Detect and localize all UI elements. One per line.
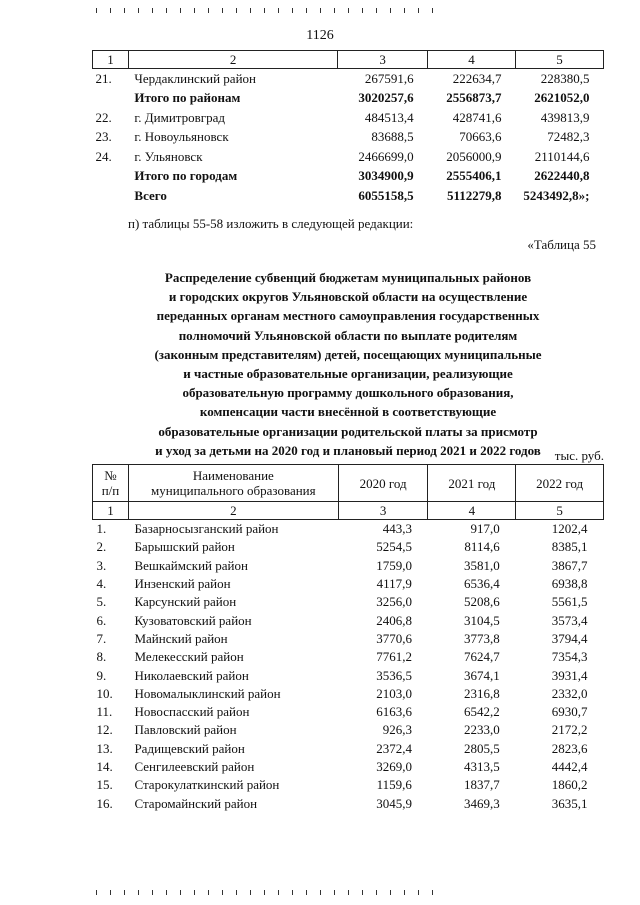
value-2021: 7624,7	[463, 649, 500, 665]
row-name: г. Димитровград	[134, 109, 225, 125]
table-row	[93, 611, 604, 629]
column-index-row	[93, 502, 604, 520]
municipality-name: Старомайнский район	[134, 795, 258, 811]
top-header-cell: 1	[93, 51, 129, 69]
value-cell: 2110144,6	[534, 148, 590, 164]
value-2021: 2805,5	[463, 740, 500, 756]
value-cell: 2555406,1	[446, 168, 502, 184]
row-number: 15.	[96, 777, 113, 793]
top-header-cell: 2	[128, 51, 337, 69]
value-cell: 439813,9	[540, 109, 590, 125]
scan-marks-top	[96, 8, 436, 13]
row-number: 10.	[96, 685, 113, 701]
table-row	[93, 147, 604, 167]
title-line: и частные образовательные организации, реализующие	[183, 366, 513, 382]
table-row	[93, 758, 604, 776]
row-number: 11.	[96, 704, 113, 720]
row-number: 24.	[95, 148, 112, 164]
col-number-header: № п/п	[93, 465, 129, 502]
title-line: компенсации части внесённой в соответствующие	[199, 404, 497, 420]
table-row	[93, 128, 604, 148]
value-2022: 6930,7	[551, 704, 588, 720]
row-number	[93, 186, 129, 206]
value-2020: 1159,6	[376, 777, 412, 793]
municipality-name: Вешкаймский район	[134, 557, 248, 573]
value-2022: 3931,4	[551, 667, 588, 683]
value-2022: 2823,6	[551, 740, 588, 756]
table-label: «Таблица 55	[527, 237, 596, 252]
column-index-cell: 1	[93, 502, 129, 520]
table-row	[93, 721, 604, 739]
value-2021: 4313,5	[463, 759, 500, 774]
row-number	[93, 89, 129, 109]
municipality-name: Николаевский район	[134, 667, 249, 683]
row-number: 16.	[96, 795, 113, 811]
row-name: Всего	[134, 187, 167, 203]
row-number: 14.	[96, 759, 113, 774]
title-line: Распределение субвенций бюджетам муниципальных районов	[164, 270, 532, 285]
table-row	[93, 108, 604, 128]
table-row	[93, 630, 604, 648]
value-2022: 8385,1	[551, 539, 588, 555]
value-cell: 5112279,8	[446, 187, 502, 203]
row-number: 23.	[95, 129, 112, 145]
value-2021: 3469,3	[463, 795, 500, 811]
top-table	[92, 50, 604, 206]
municipality-name: Майнский район	[134, 630, 228, 646]
value-2020: 1759,0	[376, 557, 412, 573]
row-number: 5.	[96, 594, 107, 610]
row-number: 21.	[95, 70, 112, 86]
scan-marks-bottom	[96, 890, 436, 895]
title-line: образовательную программу дошкольного образования,	[182, 385, 514, 401]
value-2020: 926,3	[382, 722, 412, 738]
value-2021: 8114,6	[464, 539, 500, 555]
top-header-cell: 5	[515, 51, 603, 69]
value-cell: 3020257,6	[358, 90, 414, 106]
col-2020-header: 2020 год	[338, 465, 428, 502]
amendment-note: п) таблицы 55-58 изложить в следующей редакции:	[128, 216, 414, 231]
value-2021: 3104,5	[463, 612, 500, 628]
value-2020: 3256,0	[376, 594, 412, 610]
value-2020: 2103,0	[376, 685, 412, 701]
value-2021: 917,0	[470, 521, 500, 537]
value-2020: 3269,0	[376, 759, 412, 774]
column-index-cell: 2	[128, 502, 338, 520]
municipality-name: Кузоватовский район	[134, 612, 252, 628]
municipality-name: Инзенский район	[134, 576, 231, 592]
row-number: 6.	[96, 612, 107, 628]
row-number: 8.	[96, 649, 107, 665]
value-2021: 2233,0	[463, 722, 500, 738]
row-number: 7.	[96, 630, 107, 646]
table-row	[93, 538, 604, 556]
main-table	[92, 464, 604, 813]
value-2022: 4442,4	[551, 759, 588, 774]
value-cell: 267591,6	[364, 70, 414, 86]
table-row	[93, 69, 604, 89]
value-2020: 7761,2	[376, 649, 412, 665]
municipality-name: Новоспасский район	[134, 704, 250, 720]
value-2021: 3581,0	[463, 557, 500, 573]
value-cell: 6055158,5	[358, 187, 414, 203]
value-cell: 2622440,8	[534, 168, 590, 184]
municipality-name: Базарносызганский район	[134, 521, 279, 537]
value-cell: 484513,4	[364, 109, 414, 125]
table-row	[93, 794, 604, 812]
value-cell: 2056000,9	[446, 148, 502, 164]
title-line: полномочий Ульяновской области по выплате родителям	[178, 327, 518, 343]
row-number: 9.	[96, 667, 107, 683]
row-number: 2.	[96, 539, 107, 555]
table-row	[93, 89, 604, 109]
value-cell: 228380,5	[540, 70, 590, 86]
title-line: и уход за детьми на 2020 год и плановый период 2021 и 2022 годов	[155, 442, 541, 458]
top-header-cell: 4	[428, 51, 516, 69]
value-2022: 2332,0	[551, 685, 588, 701]
municipality-name: Барышский район	[134, 539, 235, 555]
row-name: Итого по районам	[134, 90, 241, 106]
value-2020: 3770,6	[376, 630, 412, 646]
value-2020: 443,3	[382, 521, 412, 537]
title-line: (законным представителям) детей, посещающих муниципальные	[154, 346, 542, 362]
value-2021: 3674,1	[463, 667, 500, 683]
value-cell: 3034900,9	[358, 168, 414, 184]
value-2022: 5561,5	[551, 594, 588, 610]
municipality-name: Новомалыклинский район	[134, 685, 281, 701]
value-2022: 2172,2	[551, 722, 588, 738]
row-name: г. Ульяновск	[134, 148, 203, 164]
value-2020: 6163,6	[376, 704, 412, 720]
value-cell: 5243492,8»;	[523, 187, 590, 203]
table-row	[93, 186, 604, 206]
table-row	[93, 557, 604, 575]
value-2021: 2316,8	[463, 685, 500, 701]
value-2022: 3867,7	[551, 557, 588, 573]
municipality-name: Павловский район	[134, 722, 237, 738]
column-index-cell: 3	[338, 502, 428, 520]
value-2021: 1837,7	[463, 777, 500, 793]
table-row	[93, 666, 604, 684]
value-2020: 4117,9	[376, 576, 412, 592]
value-cell: 222634,7	[452, 70, 502, 86]
row-number: 13.	[96, 740, 113, 756]
value-2020: 3045,9	[376, 795, 412, 811]
page-number: 1126	[306, 28, 334, 43]
title-line: переданных органам местного самоуправления государственных	[156, 308, 540, 324]
value-2022: 3573,4	[551, 612, 588, 628]
title-line: образовательные организации родительской платы за присмотр	[158, 423, 538, 439]
value-cell: 2556873,7	[446, 90, 502, 106]
value-2022: 3635,1	[551, 795, 588, 811]
table-row	[93, 776, 604, 794]
value-2022: 7354,3	[551, 649, 588, 665]
municipality-name: Мелекесский район	[134, 649, 244, 665]
value-2022: 3794,4	[551, 630, 588, 646]
top-table-header	[93, 51, 604, 69]
unit-label: тыс. руб.	[554, 448, 604, 463]
table-title	[92, 268, 604, 460]
value-2020: 2406,8	[376, 612, 412, 628]
value-2022: 6938,8	[551, 576, 588, 592]
value-cell: 83688,5	[371, 129, 414, 145]
col-name-header: Наименование муниципального образования	[128, 465, 338, 502]
value-2020: 2372,4	[376, 740, 412, 756]
table-row	[93, 575, 604, 593]
col-2022-header: 2022 год	[516, 465, 604, 502]
value-2021: 6536,4	[463, 576, 500, 592]
table-row	[93, 593, 604, 611]
value-2021: 5208,6	[463, 594, 500, 610]
row-number: 4.	[96, 576, 107, 592]
municipality-name: Карсунский район	[134, 594, 237, 610]
value-2020: 3536,5	[376, 667, 412, 683]
value-cell: 428741,6	[452, 109, 502, 125]
row-number	[93, 167, 129, 187]
row-number: 1.	[96, 521, 107, 537]
row-name: г. Новоульяновск	[134, 129, 229, 145]
column-index-cell: 5	[516, 502, 604, 520]
value-cell: 72482,3	[547, 129, 590, 145]
value-2022: 1860,2	[551, 777, 588, 793]
value-2021: 6542,2	[463, 704, 500, 720]
row-name: Чердаклинский район	[134, 70, 256, 86]
value-cell: 70663,6	[459, 129, 502, 145]
row-number: 3.	[96, 557, 107, 573]
table-row	[93, 648, 604, 666]
municipality-name: Старокулаткинский район	[134, 777, 280, 793]
table-row	[93, 685, 604, 703]
municipality-name: Радищевский район	[134, 740, 245, 756]
table-row	[93, 520, 604, 539]
row-number: 22.	[95, 109, 112, 125]
table-row	[93, 167, 604, 187]
row-number: 12.	[96, 722, 113, 738]
value-2022: 1202,4	[551, 521, 588, 537]
table-row	[93, 740, 604, 758]
table-row	[93, 703, 604, 721]
value-2021: 3773,8	[463, 630, 500, 646]
municipality-name: Сенгилеевский район	[134, 759, 255, 774]
value-cell: 2621052,0	[534, 90, 590, 106]
top-header-cell: 3	[338, 51, 428, 69]
main-table-header	[93, 465, 604, 502]
row-name: Итого по городам	[134, 168, 238, 184]
col-2021-header: 2021 год	[428, 465, 516, 502]
value-2020: 5254,5	[376, 539, 412, 555]
value-cell: 2466699,0	[358, 148, 414, 164]
column-index-cell: 4	[428, 502, 516, 520]
title-line: и городских округов Ульяновской области на осуществление	[168, 289, 528, 305]
